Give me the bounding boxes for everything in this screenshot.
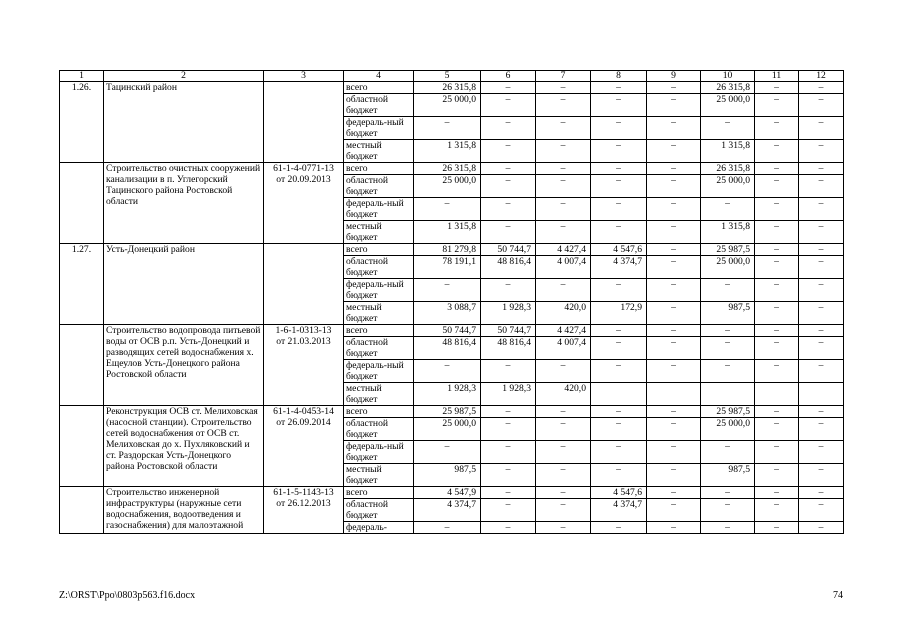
registration-line: 1-6-1-0313-13 [275, 325, 332, 336]
funding-source: областной бюджет [344, 256, 414, 279]
value-cell: – [536, 117, 591, 140]
section-name: Строительство инженерной инфраструктуры (наружные сети водоснабжения, водоотведения и газоснабжения) для малоэтажной [104, 487, 264, 534]
section-name: Тацинский район [104, 82, 264, 163]
funding-source: всего [344, 406, 414, 418]
registration-cell [264, 325, 344, 406]
value-cell: 420,0 [536, 383, 591, 406]
value-cell: – [701, 337, 755, 360]
funding-source: областной бюджет [344, 175, 414, 198]
table-row [60, 487, 844, 499]
value-cell: – [591, 418, 647, 441]
value-cell: 50 744,7 [481, 244, 536, 256]
value-cell: 25 000,0 [701, 418, 755, 441]
section-number [60, 406, 104, 487]
header-cell: 8 [591, 71, 647, 82]
value-cell: – [647, 82, 701, 94]
value-cell: – [647, 337, 701, 360]
value-cell: 172,9 [591, 302, 647, 325]
value-cell: – [647, 499, 701, 522]
value-cell: 987,5 [701, 302, 755, 325]
value-cell: 25 987,5 [414, 406, 481, 418]
registration-line: от 21.03.2013 [276, 336, 331, 347]
value-cell: – [647, 175, 701, 198]
value-cell: – [647, 140, 701, 163]
value-cell: – [536, 522, 591, 534]
section-name: Строительство очистных сооружений канализации в п. Углегорский Тацинского района Ростовской области [104, 163, 264, 244]
value-cell: – [481, 418, 536, 441]
registration-cell [264, 487, 344, 534]
value-cell [647, 383, 701, 406]
value-cell: – [799, 244, 844, 256]
value-cell: – [701, 279, 755, 302]
funding-source: областной бюджет [344, 94, 414, 117]
value-cell: 48 816,4 [481, 256, 536, 279]
value-cell: – [536, 175, 591, 198]
value-cell: – [755, 244, 799, 256]
budget-table [59, 70, 844, 534]
value-cell: – [481, 441, 536, 464]
value-cell: – [799, 325, 844, 337]
value-cell: – [591, 360, 647, 383]
value-cell: – [481, 82, 536, 94]
value-cell: 4 547,9 [414, 487, 481, 499]
registration-cell [264, 163, 344, 244]
header-cell: 5 [414, 71, 481, 82]
value-cell: 25 987,5 [701, 244, 755, 256]
table-row [60, 325, 844, 337]
funding-source: областной бюджет [344, 499, 414, 522]
value-cell: – [701, 325, 755, 337]
registration-line: 61-1-5-1143-13 [273, 487, 334, 498]
value-cell: 1 928,3 [414, 383, 481, 406]
value-cell: – [481, 117, 536, 140]
value-cell: – [799, 221, 844, 244]
value-cell: 81 279,8 [414, 244, 481, 256]
value-cell: – [755, 82, 799, 94]
value-cell: – [591, 406, 647, 418]
value-cell: – [536, 82, 591, 94]
value-cell: – [536, 360, 591, 383]
value-cell: 48 816,4 [414, 337, 481, 360]
value-cell: – [799, 418, 844, 441]
header-cell: 7 [536, 71, 591, 82]
value-cell: – [481, 198, 536, 221]
value-cell: – [481, 175, 536, 198]
registration-line: от 20.09.2013 [276, 174, 331, 185]
value-cell: – [481, 464, 536, 487]
value-cell: 50 744,7 [414, 325, 481, 337]
value-cell: 25 000,0 [414, 175, 481, 198]
header-cell: 11 [755, 71, 799, 82]
value-cell: 987,5 [414, 464, 481, 487]
value-cell: 987,5 [701, 464, 755, 487]
footer-page-number: 74 [833, 590, 843, 601]
value-cell: – [755, 94, 799, 117]
registration-cell [264, 82, 344, 163]
value-cell: – [799, 464, 844, 487]
value-cell: 1 315,8 [701, 221, 755, 244]
section-name: Реконструкция ОСВ ст. Мелиховская (насосной станции). Строительство сетей водоснабжения от ОСВ ст. Мелиховская до х. Пухляковский и ст. Раздорская Усть-Донецкого района Ростовской области [104, 406, 264, 487]
table-row [60, 406, 844, 418]
header-cell: 9 [647, 71, 701, 82]
section-number: 1.26. [60, 82, 104, 163]
value-cell: 4 374,7 [414, 499, 481, 522]
value-cell: – [755, 302, 799, 325]
value-cell: – [755, 487, 799, 499]
value-cell: – [755, 337, 799, 360]
value-cell: – [799, 337, 844, 360]
header-cell: 4 [344, 71, 414, 82]
value-cell: – [799, 163, 844, 175]
value-cell: – [647, 441, 701, 464]
value-cell: – [799, 82, 844, 94]
header-cell: 1 [60, 71, 104, 82]
value-cell: 25 000,0 [701, 256, 755, 279]
value-cell: – [799, 94, 844, 117]
value-cell: – [591, 464, 647, 487]
value-cell: 4 374,7 [591, 256, 647, 279]
value-cell: – [591, 140, 647, 163]
value-cell [799, 383, 844, 406]
value-cell: 26 315,8 [701, 163, 755, 175]
value-cell: 1 315,8 [414, 140, 481, 163]
value-cell: 3 088,7 [414, 302, 481, 325]
funding-source: местный бюджет [344, 221, 414, 244]
value-cell: – [647, 487, 701, 499]
value-cell: – [481, 140, 536, 163]
value-cell: – [647, 325, 701, 337]
value-cell: – [755, 221, 799, 244]
value-cell: – [591, 163, 647, 175]
value-cell: – [414, 522, 481, 534]
value-cell: – [647, 406, 701, 418]
value-cell: 48 816,4 [481, 337, 536, 360]
value-cell: 1 315,8 [414, 221, 481, 244]
value-cell: – [591, 94, 647, 117]
value-cell: – [414, 198, 481, 221]
value-cell: – [755, 256, 799, 279]
value-cell: – [536, 221, 591, 244]
header-cell: 10 [701, 71, 755, 82]
value-cell: – [536, 464, 591, 487]
value-cell: – [536, 279, 591, 302]
value-cell: – [647, 418, 701, 441]
value-cell: – [647, 244, 701, 256]
value-cell: – [701, 360, 755, 383]
value-cell: 26 315,8 [414, 82, 481, 94]
funding-source: федераль-ный бюджет [344, 441, 414, 464]
value-cell: – [481, 163, 536, 175]
registration-line: от 26.09.2014 [276, 417, 331, 428]
value-cell: – [701, 198, 755, 221]
value-cell: – [799, 175, 844, 198]
value-cell: – [799, 499, 844, 522]
value-cell: – [481, 487, 536, 499]
value-cell: – [481, 360, 536, 383]
value-cell: – [591, 337, 647, 360]
value-cell: – [755, 360, 799, 383]
value-cell: – [591, 522, 647, 534]
header-cell: 12 [799, 71, 844, 82]
footer-file-path: Z:\ORST\Ppo\0803p563.f16.docx [59, 590, 196, 601]
value-cell: – [701, 441, 755, 464]
value-cell: 26 315,8 [701, 82, 755, 94]
value-cell: – [755, 499, 799, 522]
funding-source: федераль-ный бюджет [344, 117, 414, 140]
value-cell [591, 383, 647, 406]
funding-source: местный бюджет [344, 383, 414, 406]
funding-source: федераль- [344, 522, 414, 534]
value-cell: – [799, 140, 844, 163]
header-cell: 6 [481, 71, 536, 82]
value-cell: 26 315,8 [414, 163, 481, 175]
registration-line: от 26.12.2013 [276, 498, 331, 509]
funding-source: местный бюджет [344, 140, 414, 163]
registration-line: 61-1-4-0453-14 [273, 406, 334, 417]
value-cell: – [647, 464, 701, 487]
value-cell: – [799, 279, 844, 302]
value-cell: 78 191,1 [414, 256, 481, 279]
header-cell: 3 [264, 71, 344, 82]
value-cell: – [799, 406, 844, 418]
value-cell: – [481, 406, 536, 418]
value-cell: – [701, 487, 755, 499]
section-number: 1.27. [60, 244, 104, 325]
value-cell: – [799, 522, 844, 534]
value-cell: – [799, 360, 844, 383]
value-cell: – [799, 302, 844, 325]
value-cell: – [701, 522, 755, 534]
value-cell: – [647, 221, 701, 244]
value-cell: – [414, 117, 481, 140]
funding-source: областной бюджет [344, 418, 414, 441]
value-cell: – [799, 198, 844, 221]
value-cell: – [536, 418, 591, 441]
value-cell: – [536, 94, 591, 117]
value-cell: – [481, 221, 536, 244]
value-cell [755, 383, 799, 406]
header-row [60, 71, 844, 82]
value-cell: – [647, 117, 701, 140]
value-cell: 420,0 [536, 302, 591, 325]
value-cell: – [701, 117, 755, 140]
value-cell: – [591, 175, 647, 198]
table-row [60, 244, 844, 256]
value-cell: – [647, 163, 701, 175]
value-cell: – [755, 522, 799, 534]
value-cell: 4 007,4 [536, 256, 591, 279]
funding-source: всего [344, 487, 414, 499]
value-cell: – [591, 221, 647, 244]
value-cell: – [755, 163, 799, 175]
value-cell: 25 987,5 [701, 406, 755, 418]
funding-source: федераль-ный бюджет [344, 360, 414, 383]
value-cell: – [536, 163, 591, 175]
value-cell: 1 928,3 [481, 383, 536, 406]
value-cell: – [647, 94, 701, 117]
value-cell: – [647, 279, 701, 302]
funding-source: всего [344, 82, 414, 94]
funding-source: федераль-ный бюджет [344, 198, 414, 221]
value-cell [701, 383, 755, 406]
value-cell: – [414, 360, 481, 383]
value-cell: – [799, 117, 844, 140]
value-cell: – [755, 198, 799, 221]
value-cell: – [755, 117, 799, 140]
funding-source: всего [344, 244, 414, 256]
funding-source: местный бюджет [344, 302, 414, 325]
value-cell: 25 000,0 [701, 175, 755, 198]
value-cell: – [536, 406, 591, 418]
funding-source: местный бюджет [344, 464, 414, 487]
value-cell: – [755, 175, 799, 198]
value-cell: – [799, 441, 844, 464]
value-cell: – [701, 499, 755, 522]
value-cell: 4 547,6 [591, 244, 647, 256]
value-cell: – [799, 487, 844, 499]
value-cell: – [414, 441, 481, 464]
value-cell: – [591, 279, 647, 302]
value-cell: – [414, 279, 481, 302]
section-name: Строительство водопровода питьевой воды от ОСВ р.п. Усть-Донецкий и разводящих сетей водоснабжения х. Ещеулов Усть-Донецкого района Ростовской области [104, 325, 264, 406]
value-cell: – [591, 441, 647, 464]
value-cell: – [591, 325, 647, 337]
value-cell: – [536, 441, 591, 464]
value-cell: – [755, 406, 799, 418]
value-cell: – [755, 279, 799, 302]
value-cell: – [647, 256, 701, 279]
value-cell: 4 007,4 [536, 337, 591, 360]
value-cell: – [591, 198, 647, 221]
value-cell: – [536, 499, 591, 522]
value-cell: – [536, 487, 591, 499]
registration-cell [264, 406, 344, 487]
section-number [60, 487, 104, 534]
value-cell: 4 374,7 [591, 499, 647, 522]
value-cell: 25 000,0 [701, 94, 755, 117]
value-cell: – [755, 441, 799, 464]
value-cell: – [591, 117, 647, 140]
value-cell: – [755, 325, 799, 337]
header-cell: 2 [104, 71, 264, 82]
value-cell: 1 315,8 [701, 140, 755, 163]
value-cell: – [755, 140, 799, 163]
section-number [60, 163, 104, 244]
value-cell: – [799, 256, 844, 279]
value-cell: 25 000,0 [414, 94, 481, 117]
value-cell: 1 928,3 [481, 302, 536, 325]
value-cell: – [755, 464, 799, 487]
value-cell: – [647, 198, 701, 221]
value-cell: – [591, 82, 647, 94]
funding-source: всего [344, 325, 414, 337]
section-name: Усть-Донецкий район [104, 244, 264, 325]
value-cell: 50 744,7 [481, 325, 536, 337]
value-cell: – [536, 198, 591, 221]
funding-source: областной бюджет [344, 337, 414, 360]
section-number [60, 325, 104, 406]
funding-source: всего [344, 163, 414, 175]
value-cell: – [481, 279, 536, 302]
table-row [60, 82, 844, 94]
funding-source: федераль-ный бюджет [344, 279, 414, 302]
registration-line: 61-1-4-0771-13 [273, 163, 334, 174]
table-row [60, 163, 844, 175]
value-cell: – [481, 522, 536, 534]
value-cell: 25 000,0 [414, 418, 481, 441]
value-cell: 4 547,6 [591, 487, 647, 499]
value-cell: 4 427,4 [536, 325, 591, 337]
value-cell: – [647, 522, 701, 534]
value-cell: – [647, 360, 701, 383]
value-cell: – [536, 140, 591, 163]
value-cell: 4 427,4 [536, 244, 591, 256]
value-cell: – [755, 418, 799, 441]
registration-cell [264, 244, 344, 325]
value-cell: – [481, 94, 536, 117]
value-cell: – [481, 499, 536, 522]
value-cell: – [647, 302, 701, 325]
